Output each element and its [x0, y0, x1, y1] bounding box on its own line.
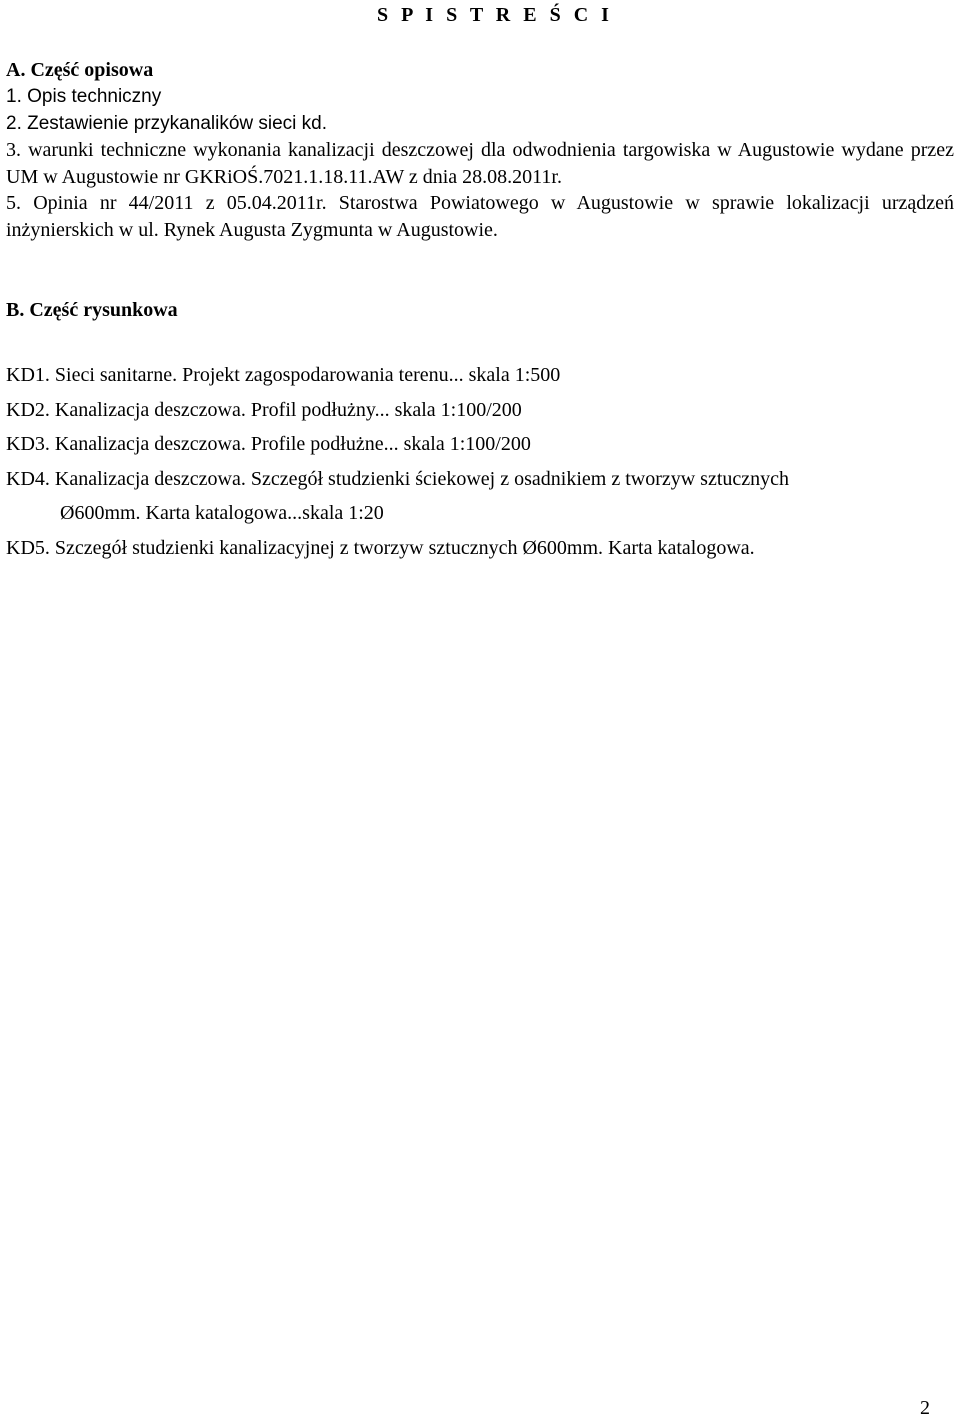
drawing-item-kd4: KD4. Kanalizacja deszczowa. Szczegół studzienki ściekowej z osadnikiem z tworzyw sztucznych	[6, 467, 790, 490]
drawing-list	[6, 358, 918, 565]
page-title: S P I S T R E Ś C I	[377, 4, 613, 26]
list-item: 1. Opis techniczny	[6, 86, 162, 107]
list-item: 2. Zestawienie przykanalików sieci kd.	[6, 112, 328, 134]
drawing-item-kd4-continued: Ø600mm. Karta katalogowa...skala 1:20	[60, 502, 384, 524]
drawing-item-kd1: KD1. Sieci sanitarne. Projekt zagospodarowania terenu... skala 1:500	[6, 364, 561, 386]
drawing-item-kd5: KD5. Szczegół studzienki kanalizacyjnej z tworzyw sztucznych Ø600mm. Karta katalogowa.	[6, 536, 755, 559]
list-item: 3. warunki techniczne wykonania kanalizacji deszczowej dla odwodnienia targowiska w Augustowie wydane przez UM w Augustowie nr GKRiOŚ.7021.1.18.11.AW z dnia 28.08.2011r.	[6, 139, 954, 188]
section-drawings	[6, 297, 954, 324]
section-a-heading: A. Część opisowa	[6, 59, 154, 81]
drawing-item-kd3: KD3. Kanalizacja deszczowa. Profile podłużne... skala 1:100/200	[6, 433, 531, 455]
section-b-heading: B. Część rysunkowa	[6, 299, 178, 321]
section-descriptive	[6, 57, 954, 243]
page-number: 2	[920, 1397, 930, 1419]
list-item: 5. Opinia nr 44/2011 z 05.04.2011r. Starostwa Powiatowego w Augustowie w sprawie lokalizacji urządzeń inżynierskich w ul. Rynek Augusta Zygmunta w Augustowie.	[6, 192, 954, 241]
drawing-item-kd2: KD2. Kanalizacja deszczowa. Profil podłużny... skala 1:100/200	[6, 398, 522, 421]
